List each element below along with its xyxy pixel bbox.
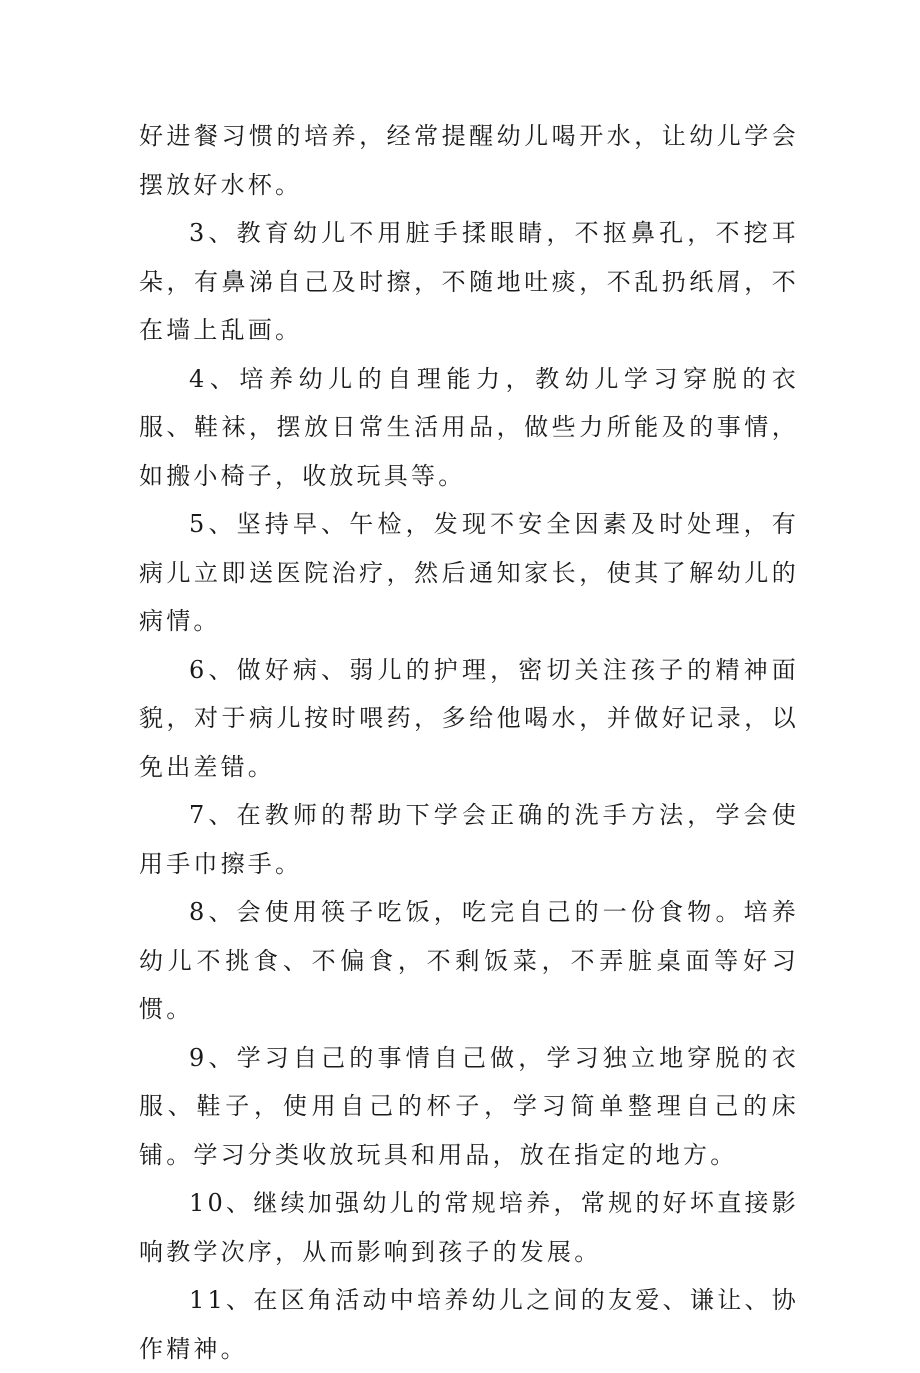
paragraph-item-4: 4、培养幼儿的自理能力，教幼儿学习穿脱的衣服、鞋袜，摆放日常生活用品，做些力所能及的事情，如搬小椅子，收放玩具等。 <box>139 364 799 490</box>
paragraph-item-6: 6、做好病、弱儿的护理，密切关注孩子的精神面貌，对于病儿按时喂药，多给他喝水，并做好记录，以免出差错。 <box>139 655 799 781</box>
paragraph-item-11: 11、在区角活动中培养幼儿之间的友爱、谦让、协作精神。 <box>139 1286 799 1363</box>
paragraph-item-5: 5、坚持早、午检，发现不安全因素及时处理，有病儿立即送医院治疗，然后通知家长，使其了解幼儿的病情。 <box>139 510 799 635</box>
paragraph-item-10: 10、继续加强幼儿的常规培养，常规的好坏直接影响教学次序，从而影响到孩子的发展。 <box>139 1189 799 1266</box>
document-body <box>139 112 799 1373</box>
paragraph-item-9: 9、学习自己的事情自己做，学习独立地穿脱的衣服、鞋子，使用自己的杯子，学习简单整理自己的床铺。学习分类收放玩具和用品，放在指定的地方。 <box>139 1043 799 1169</box>
paragraph-continuation: 好进餐习惯的培养，经常提醒幼儿喝开水，让幼儿学会摆放好水杯。 <box>139 122 799 199</box>
paragraph-item-7: 7、在教师的帮助下学会正确的洗手方法，学会使用手巾擦手。 <box>139 801 799 878</box>
paragraph-item-8: 8、会使用筷子吃饭，吃完自己的一份食物。培养幼儿不挑食、不偏食，不剩饭菜，不弄脏桌面等好习惯。 <box>139 898 799 1023</box>
paragraph-item-3: 3、教育幼儿不用脏手揉眼睛，不抠鼻孔，不挖耳朵，有鼻涕自己及时擦，不随地吐痰，不乱扔纸屑，不在墙上乱画。 <box>139 219 799 344</box>
